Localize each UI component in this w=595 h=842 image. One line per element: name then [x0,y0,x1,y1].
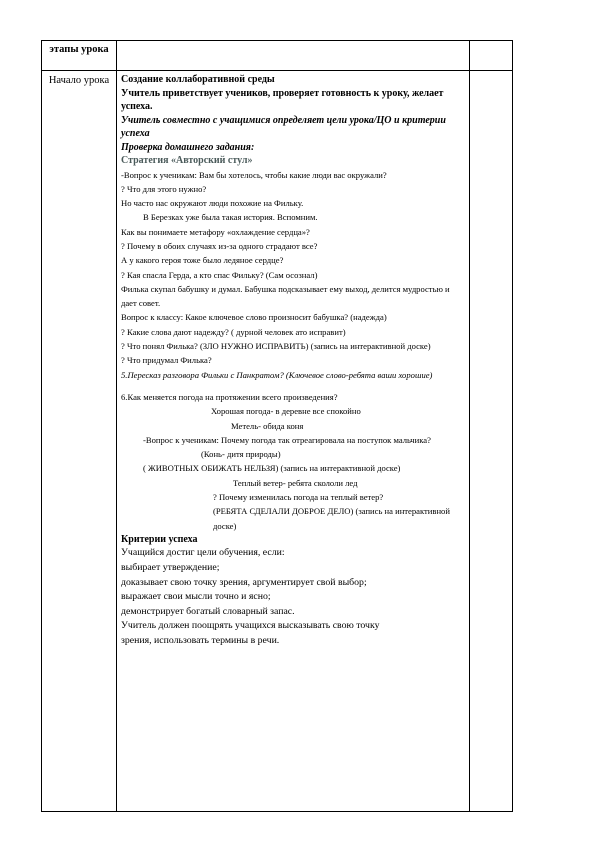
extra-header-cell [470,41,513,71]
content-line: Филька скупал бабушку и думал. Бабушка подсказывает ему выход, делится мудростью и дает совет. [121,283,450,309]
content-line: Учащийся достиг цели обучения, если: [121,547,285,559]
content-line: ? Кая спасла Герда, а кто спас Фильку? (Сам осознал) [121,269,318,280]
lesson-content [117,71,469,655]
content-line: 6.Как меняется погода на протяжении всего произведения? [121,391,338,402]
content-line: ? Что придумал Филька? [121,355,212,366]
stage-header-label: этапы урока [49,44,109,55]
content-line: демонстрирует богатый словарный запас. [121,605,295,617]
stage-header-cell [42,41,117,71]
content-line [121,382,466,390]
content-line: ( ЖИВОТНЫХ ОБИЖАТЬ НЕЛЬЗЯ) (запись на интерактивной доске) [143,463,401,474]
content-line: выражает свои мысли точно и ясно; [121,591,271,603]
content-line: Хорошая погода- в деревне все спокойно [211,406,361,417]
content-line: Учитель совместно с учащимися определяет цели урока/ЦО и критерии успеха [121,114,446,139]
content-header-cell [117,41,470,71]
stage-cell [42,71,117,812]
content-line: Проверка домашнего задания: [121,141,255,153]
stage-label: Начало урока [48,75,110,86]
content-line: Создание коллаборативной среды [121,74,275,85]
content-line: Как вы понимаете метафору «охлаждение сердца»? [121,226,310,237]
content-line: ? Почему изменилась погода на теплый ветер? [213,492,384,503]
table-row [42,71,513,812]
content-line: Вопрос к классу: Какое ключевое слово произносит бабушка? (надежда) [121,312,387,323]
content-line: Учитель приветствует учеников, проверяет готовность к уроку, желает успеха. [121,87,444,112]
content-line: Теплый ветер- ребята скололи лед [233,477,358,488]
lesson-plan-table [41,40,513,812]
content-line: Учитель должен поощрять учащихся высказывать свою точку [121,620,380,632]
content-line: 5.Пересказ разговора Фильки с Панкратом? (Ключевое слово-ребята ваши хорошие) [121,369,433,380]
content-line: доказывает свою точку зрения, аргументирует свой выбор; [121,576,367,588]
content-line: Стратегия «Авторский стул» [121,155,253,166]
content-line: Но часто нас окружают люди похожие на Фильку. [121,198,304,209]
table-header-row [42,41,513,71]
content-line: ? Какие слова дают надежду? ( дурной человек ато исправит) [121,326,346,337]
content-line: ? Почему в обоих случаях из-за одного страдают все? [121,240,318,251]
content-line: (РЕБЯТА СДЕЛАЛИ ДОБРОЕ ДЕЛО) (запись на интерактивной доске) [213,506,450,531]
content-line: выбирает утверждение; [121,562,220,574]
content-line: Метель- обида коня [231,420,304,431]
content-line: зрения, использовать термины в речи. [121,634,280,646]
content-line: (Конь- дитя природы) [201,449,281,460]
extra-cell [470,71,513,812]
content-line: А у какого героя тоже было ледяное сердце? [121,255,284,266]
content-cell [117,71,470,812]
content-line: Критерии успеха [121,533,198,545]
content-line: ? Что понял Филька? (ЗЛО НУЖНО ИСПРАВИТЬ) (запись на интерактивной доске) [121,341,431,352]
content-line: -Вопрос к ученикам: Почему погода так отреагировала на поступок мальчика? [143,434,431,445]
content-line: -Вопрос к ученикам: Вам бы хотелось, чтобы какие люди вас окружали? [121,169,387,180]
content-line: ? Что для этого нужно? [121,183,207,194]
content-line: В Березках уже была такая история. Вспомним. [143,212,318,223]
